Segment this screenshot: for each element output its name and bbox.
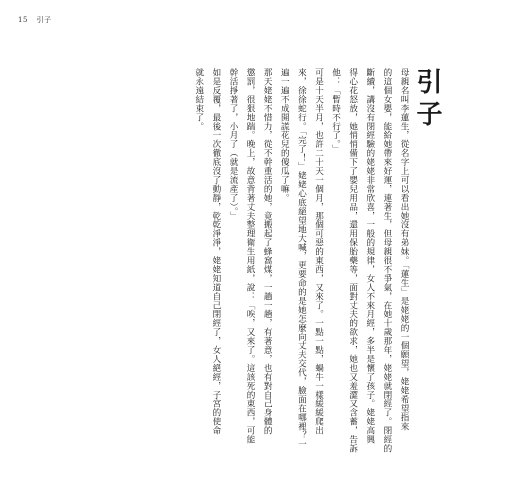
text-line: 來，徐徐蛇行。「完了！」姥姥心底絕望地大喊，更要命的是她怎麼向丈夫交代，臉面在哪裡？一 — [296, 68, 307, 449]
text-line: 斷續，講沒有閉經驗的姥姥非常欣喜，一般的規律，女人不來月經，多半是懷了孩子。姥姥高興 — [364, 68, 375, 444]
text-line: 如是反覆，最後一次徹底沒了動靜，乾乾淨淨，姥姥知道自己閉經了，女人絕經，子宮的使命 — [210, 68, 221, 435]
text-line: 可是十天半月，也許二十天一個月，那個可惡的東西，又來了。一點一點，蝸牛一樣緩緩爬出 — [313, 68, 324, 435]
text-line: 就永遠結束了。 — [193, 68, 204, 131]
text-line: 的這個女嬰，能給她帶來好運，連著生，但母親很不爭氣，在她十歲那年，姥姥就閉經了。閉經的 — [381, 68, 392, 453]
page-number: 15 — [18, 16, 28, 24]
text-line: 懲罰，很狠地踹。晚上，故意背著丈夫整理衛生用紙，說：「唉，又來了。這該死的東西，可能 — [245, 68, 256, 444]
text-line: 母親名叫李蓮生，從名字上可以看出她沒有弟妹。「蓮生」是姥姥的一個願望，姥姥希望指來 — [399, 68, 409, 431]
page-header — [18, 15, 58, 25]
chapter-title: 引子 — [412, 68, 442, 132]
text-line: 那天姥姥不惜力，從不幹重活的她，竟搬起了蜂窩煤，一趟一趟，有著意，也有對自己身體的 — [262, 68, 273, 435]
text-line: 他：「暫時不行了。」 — [330, 68, 341, 154]
text-line: 遍一遍不成開謊花兒的傻瓜了嘛。 — [279, 68, 290, 203]
text-line: 幹活掙著了，小月了（就是流產了）。」 — [228, 68, 238, 221]
running-title: 引子 — [36, 16, 52, 24]
text-line: 得心花怒放，她悄悄備下了嬰兒用品，還用保胎藥等，面對丈夫的欲求，她也又羞澀又含蓄，告訴 — [347, 68, 358, 453]
